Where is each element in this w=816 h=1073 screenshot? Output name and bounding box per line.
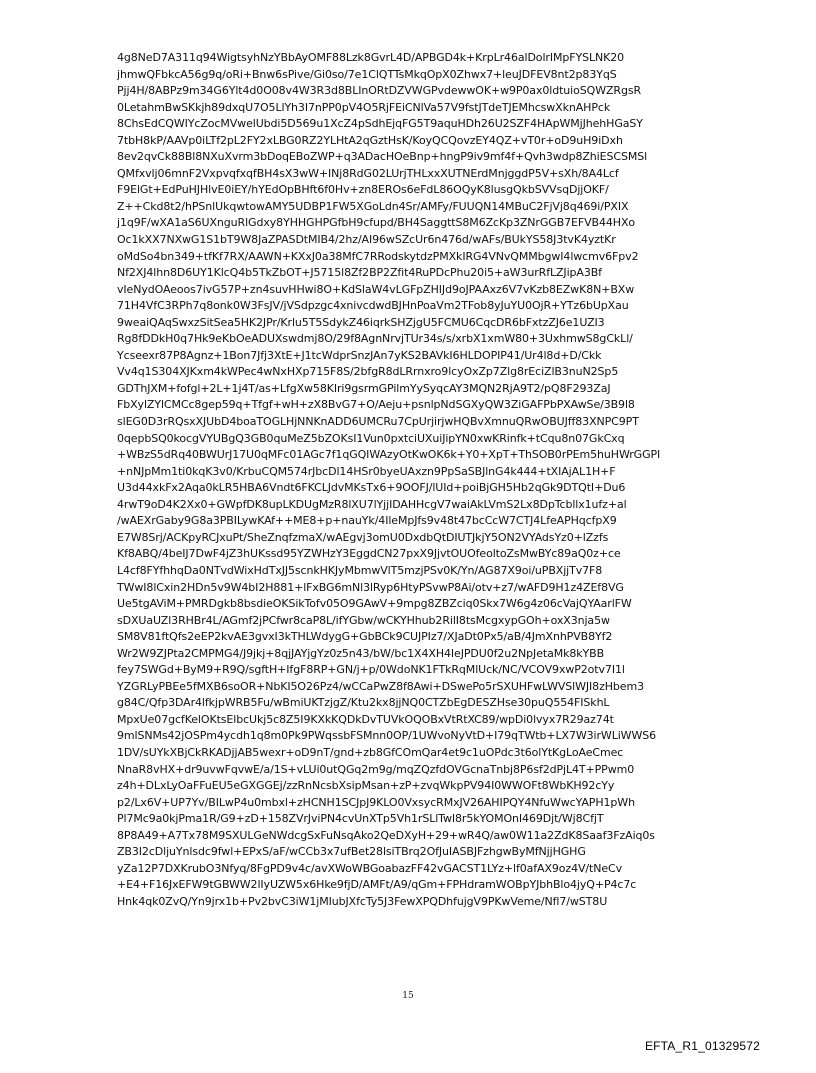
text-line: 4g8NeD7A311q94WigtsyhNzYBbAyOMF88Lzk8GvrL4D/APBGD4k+KrpLr46alDolrIMpFYSLNK20: [117, 51, 625, 64]
text-line: 9mlSNMs42jOSPm4ycdh1q8m0Pk9PWqssbFSMnn0OP/1UWvoNyVtD+I79qTWtb+LX7W3irWLiWWS6: [117, 729, 657, 743]
text-line: g84C/Qfp3DAr4lfkjpWRB5Fu/wBmiUKTzjgZ/Ktu2kx8jjNQ0CTZbEgDESZHse30puQ554FISkhL: [117, 696, 610, 710]
text-line: z4h+DLxLyOaFFuEU5eGXGGEj/zzRnNcsbXsipMsan+zP+zvqWkpPV94I0WWOFt8WbKH92cYy: [117, 779, 615, 793]
text-line: ZB3I2cDljuYnlsdc9fwl+EPxS/aF/wCCb3x7ufBet28lsiTBrq2OfJuIASBJFzhgwByMfNjjHGHG: [117, 845, 586, 859]
text-line: Kf8ABQ/4beIJ7DwF4jZ3hUKssd95YZWHzY3EggdCN27pxX9JjvtOUOfeoltoZsMwBYc89aQ0z+ce: [117, 547, 621, 561]
text-line: L4cf8FYfhhqDa0NTvdWixHdTxJJ5scnkHKJyMbmwVlT5mzjPSv0K/Yn/AG87X9oi/uPBXjjTv7F8: [117, 563, 603, 577]
text-line: Pjj4H/8ABPz9m34G6Ylt4d0O08v4W3R3d8BLInORtDZVWGPvdewwOK+w9P0ax0ldtuioSQWZRgsR: [117, 84, 642, 98]
text-line: 71H4VfC3RPh7q8onk0W3FsJV/jVSdpzgc4xnivcdwdBJHnPoaVm2TFob8yJuYU0OjR+YTz6bUpXau: [117, 299, 629, 313]
text-line: /wAEXrGaby9G8a3PBILywKAf++ME8+p+nauYk/4IleMpJfs9v48t47bcCcW7CTJ4LfeAPHqcfpX9: [117, 514, 617, 528]
text-line: +E4+F16JxEFW9tGBWW2lIyUZW5x6Hke9fjD/AMFt/A9/qGm+FPHdramWOBpYJbhBlo4jyQ+P4c7c: [117, 878, 637, 892]
text-line: TWwI8lCxin2HDn5v9W4bI2H881+lFxBG6mNl3lRyp6HtyPSvwP8Ai/otv+z7/wAFD9H1z4ZEf8VG: [117, 580, 624, 594]
text-line: 9weaiQAqSwxzSitSea5HK2JPr/Krlu5T5SdykZ46iqrkSHZjgU5FCMU6CqcDR6bFxtzZJ6e1UZI3: [117, 315, 605, 329]
text-line: SM8V81ftQfs2eEP2kvAE3gvxI3kTHLWdygG+GbBCk9CUJPIz7/XJaDt0Px5/aB/4JmXnhPVB8Yf2: [117, 630, 613, 644]
text-line: Vv4q1S304XJKxm4kWPec4wNxHXp715F8S/2bfgR8dLRrnxro9lcyOxZp7Zlg8rEciZlB3nuN2Sp5: [117, 365, 619, 379]
text-line: +WBzS5dRq40BWUrJ17U0qMFc01AGc7f1qGQIWAzyOtKwOK6k+Y0+XpT+ThSOB0rPEm5huHWrGGPI: [117, 448, 661, 462]
page-number: 15: [402, 991, 414, 1001]
text-line: 1DV/sUYkXBjCkRKADjjAB5wexr+oD9nT/gnd+zb8GfCOmQar4et9c1uOPdc3t6olYtKgLoAeCmec: [117, 745, 624, 759]
text-line: sDXUaUZl3RHBr4L/AGmf2jPCfwr8caP8L/ifYGbw/wCKYHhub2RilI8tsMcgxypGOh+oxX3nja5w: [117, 613, 610, 627]
text-line: slEG0D3rRQsxXJUbD4boaTOGLHjNNKnADD6UMCRu7CpUrjirjwHQBvXmnuQRwOBUJff83XNPC9PT: [117, 415, 639, 429]
text-line: 8ev2qvCk88Bl8NXuXvrm3bDoqEBoZWP+q3ADacHOeBnp+hngP9iv9mf4f+Qvh3wdp8ZhiESCSMSl: [117, 150, 648, 164]
text-line: yZa12P7DXKrubO3Nfyq/8FgPD9v4c/avXWoWBGoabazFF42vGACST1LYz+lf0afAX9oz4V/tNeCv: [117, 861, 623, 875]
text-line: Pl7Mc9a0kjPma1R/G9+zD+158ZVrJviPN4cvUnXTp5Vh1rSLlTwI8r5kYOMOnI469Djt/Wj8CfjT: [117, 812, 604, 826]
text-line: j1q9F/wXA1aS6UXnguRlGdxy8YHHGHPGfbH9cfupd/BH4SaggttS8M6ZcKp3ZNrGGB7EFVB44HXo: [117, 216, 636, 230]
text-line: E7W8Srj/ACKpyRCJxuPt/SheZnqfzmaX/wAEgvj3omU0DxdbQtDIUTJkjY5ON2VYAdsYz0+lZzfs: [117, 530, 609, 544]
text-line: Z++Ckd8t2/hPSnlUkqwtowAMY5UDBP1FW5XGoLdn4Sr/AMFy/FUUQN14MBuC2FjVj8q469i/PXIX: [117, 199, 629, 213]
text-line: +nNJpMm1ti0kqK3v0/KrbuCQM574rJbcDl14HSr0byeUAxzn9PpSaSBJlnG4k444+tXIAjAL1H+F: [117, 464, 616, 478]
text-line: 0LetahmBwSKkjh89dxqU7O5LlYh3I7nPP0pV4O5RjFEiCNlVa57V9fstJTdeTJEMhcswXknAHPck: [117, 100, 611, 114]
text-line: 8ChsEdCQWIYcZocMVwelUbdi5D569u1XcZ4pSdhEjqFG5T9aquHDh26U2SZF4HApWMjJhehHGaSY: [117, 117, 643, 131]
text-line: oMdSo4bn349+tfKf7RX/AAWN+KXxJ0a38MfC7RRodskytdzPMXkIRG4VNvQMMbgwI4lwcmv6Fpv2: [117, 249, 639, 263]
text-line: 8P8A49+A7Tx78M9SXULGeNWdcgSxFuNsqAko2QeDXyH+29+wR4Q/aw0W11a2ZdK8Saaf3FzAiq0s: [117, 828, 655, 842]
text-line: Oc1kXX7NXwG1S1bT9W8JaZPASDtMIB4/2hz/AI96wSZcUr6n476d/wAFs/BUkYS58J3tvK4yztKr: [117, 233, 616, 247]
text-line: Rg8fDDkH0q7Hk9eKbOeADUXswdmj8O/29f8AgnNrvjTUr34s/s/xrbX1xmW80+3UxhmwS8gCkLl/: [117, 332, 633, 346]
text-line: p2/Lx6V+UP7Yv/BILwP4u0mbxl+zHCNH1SCJpJ9KLO0VxsycRMxJV26AHIPQY4NfuWwcYAPH1pWh: [117, 795, 635, 809]
text-line: FbXylZYlCMCc8gep59q+Tfgf+wH+zX8BvG7+O/Aeju+psnlpNdSGXyQW3ZiGAFPbPXAwSe/3B9l8: [117, 398, 635, 412]
text-line: 7tbH8kP/AAVp0iLTf2pL2FY2xLBG0RZ2YLHtA2qGztHsK/KoyQCQovzEY4QZ+vT0r+oD9uH9iDxh: [117, 133, 623, 147]
document-id: EFTA_R1_01329572: [644, 1039, 760, 1053]
text-line: jhmwQFbkcA56g9q/oRi+Bnw6sPive/Gi0so/7e1ClQTTsMkqOpX0Zhwx7+leuJDFEV8nt2p83YqS: [117, 67, 617, 81]
text-line: Hnk4qk0ZvQ/Yn9jrx1b+Pv2bvC3iW1jMIubJXfcTy5J3FewXPQDhfujgV9PKwVeme/Nfl7/wST8U: [117, 894, 608, 908]
text-line: Ue5tgAViM+PMRDgkb8bsdieOKSikTofv05O9GAwV+9mpg8ZBZciq0Skx7W6g4z06cVajQYAarlFW: [117, 597, 632, 611]
text-line: 0qepbSQ0kocgVYUBgQ3GB0quMeZ5bZOKsI1Vun0pxtciUXuiJipYN0xwKRinfk+tCqu8n07GkCxq: [117, 431, 625, 445]
text-line: fey7SWGd+ByM9+R9Q/sgftH+IfgF8RP+GN/j+p/0WdoNK1FTkRqMlUck/NC/VCOV9xwP2otv7I1l: [117, 663, 625, 677]
text-line: Nf2XJ4lhn8D6UY1KlcQ4b5TkZbOT+J5715l8Zf2BP2Zfit4RuPDcPhu20i5+aW3urRfLZJipA3Bf: [117, 266, 602, 280]
text-line: Wr2W9ZJPta2CMPMG4/J9jkj+8qjJAYjgYz0z5n43/bW/bc1X4XH4IeJPDU0f2u2NpJetaMk8kYBB: [117, 646, 605, 660]
text-line: Ycseexr87P8Agnz+1Bon7Jfj3XtE+J1tcWdprSnzJAn7yKS2BAVkI6HLDOPIP41/Ur4l8d+D/Ckk: [117, 348, 602, 362]
text-line: QMfxvlj06mnF2VxpvqfxqfBH4sX3wW+INj8RdG02LUrjTHLxxXUTNErdMnjggdP5V+sXh/8A4Lcf: [117, 166, 619, 180]
text-line: F9ElGt+EdPuHJHlvE0iEY/hYEdOpBHft6f0Hv+zn8EROs6eFdL86OQyK8lusgQkbSVVsqDjjOKF/: [117, 183, 609, 197]
text-line: 4rwT9oD4K2Xx0+GWpfDK8upLKDUgMzR8lXU7lYjjIDAHHcgV7waiAkLVmS2Lx8DpTcbllx1ufz+al: [117, 497, 627, 511]
text-line: YZGRLyPBEe5fMXB6soOR+NbKI5O26Pz4/wCCaPwZ8f8Awi+DSwePo5rSXUHFwLWVSlWJI8zHbem3: [117, 679, 644, 693]
text-line: vIeNydOAeoos7ivG57P+zn4suvHHwi8O+KdSlaW4vLGFpZHIJd9oJPAAxz6V7vKzb8EZwK8N+BXw: [117, 282, 635, 296]
text-line: MpxUe07gcfKelOKtsElbcUkj5c8Z5I9KXkKQDkDvTUVkOQOBxVtRtXC89/wpDi0lvyx7R29az74t: [117, 712, 614, 726]
encoded-text-block: [117, 50, 717, 910]
text-line: GDThJXM+fofgl+2L+1j4T/as+LfgXw58KIri9gsrmGPilmYySyqcAY3MQN2RjA9T2/pQ8F293ZaJ: [117, 381, 611, 395]
text-line: U3d44xkFx2Aqa0kLR5HBA6Vndt6FKCLJdvMKsTx6+9OOFJ/lUId+poiBjGH5Hb2qGk9DTQtI+Du6: [117, 481, 626, 495]
text-line: NnaR8vHX+dr9uvwFqvwE/a/1S+vLUi0utQGq2m9g/mqZQzfdOVGcnaTnbj8P6sf2dPjL4T+PPwm0: [117, 762, 635, 776]
